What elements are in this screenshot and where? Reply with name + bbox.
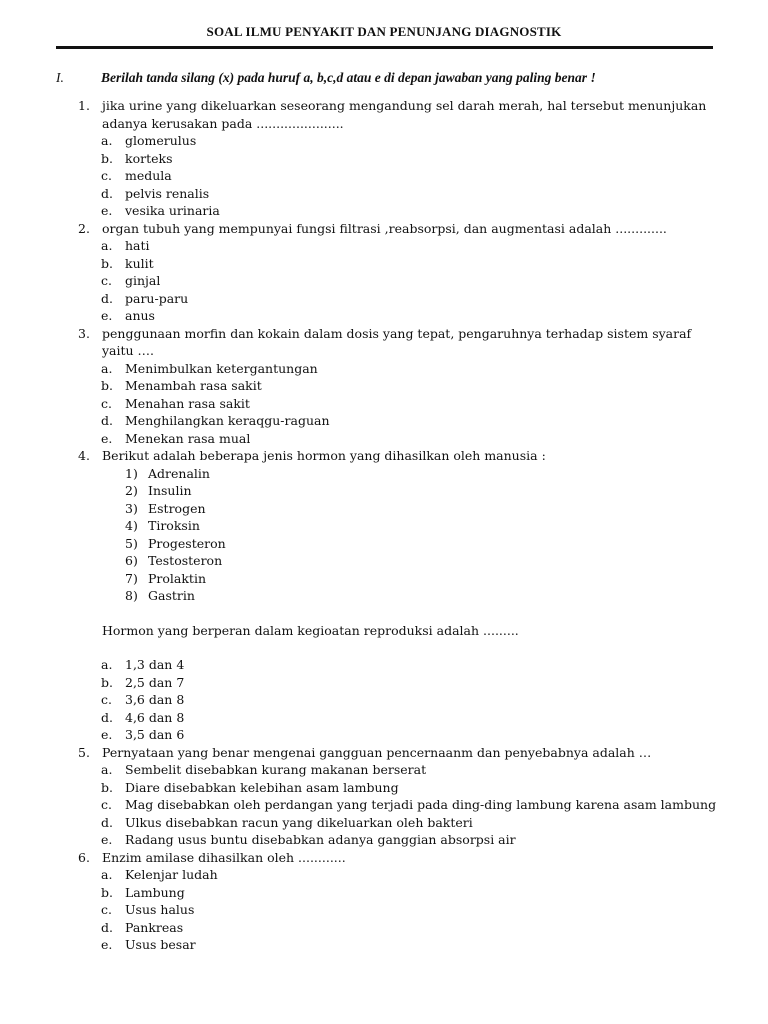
answer-option[interactable] [0,919,768,937]
answer-option[interactable] [0,779,768,797]
spacer [0,605,768,622]
question-text: Pernyataan yang benar mengenai gangguan pencernaanm dan penyebabnya adalah … [102,744,652,760]
question-number: 6. [78,849,90,865]
option-letter: a. [101,133,113,148]
hormone-list-number: 3) [125,500,138,516]
option-letter: e. [101,203,113,218]
hormone-list-number: 8) [125,588,138,603]
option-text: Mag disebabkan oleh perdangan yang terjadi pada ding-ding lambung karena asam lambung [125,797,717,812]
option-letter: b. [101,884,113,900]
option-text: Menghilangkan keraqgu-raguan [125,413,330,428]
answer-option[interactable] [0,709,768,727]
spacer [0,639,768,656]
answer-option[interactable] [0,395,768,413]
hormone-list-number: 7) [125,570,138,586]
option-text: anus [125,308,155,323]
answer-option[interactable] [0,936,768,954]
hormone-list-item [0,517,768,535]
question-number: 5. [78,744,90,760]
hormone-name: Adrenalin [148,465,210,481]
question-4 [0,447,768,465]
option-letter: d. [101,185,113,201]
option-text: vesika urinaria [125,203,220,218]
option-text: Radang usus buntu disebabkan adanya ganggian absorpsi air [125,832,516,847]
answer-option[interactable] [0,430,768,448]
option-text: 2,5 dan 7 [125,674,185,690]
section-number: I. [56,70,64,85]
hormone-name: Prolaktin [148,570,207,586]
option-letter: d. [101,709,113,725]
hormone-list-number: 6) [125,553,138,568]
option-text: pelvis renalis [125,185,210,201]
hormone-name: Testosteron [148,553,223,568]
hormone-list-item [0,587,768,605]
option-text: Menimbulkan ketergantungan [125,360,318,376]
answer-option[interactable] [0,237,768,255]
option-text: Kelenjar ludah [125,867,218,882]
answer-option[interactable] [0,132,768,150]
hormone-list-item [0,482,768,500]
option-text: hati [125,238,150,253]
answer-option[interactable] [0,290,768,308]
option-text: Menahan rasa sakit [125,395,250,411]
option-text: Lambung [125,884,185,900]
hormone-list-item [0,465,768,483]
option-text: Menekan rasa mual [125,430,251,446]
option-text: medula [125,168,172,183]
hormone-list-number: 4) [125,518,138,533]
hormone-list-item [0,500,768,518]
option-text: 3,5 dan 6 [125,727,185,742]
hormone-name: Tiroksin [148,518,200,533]
answer-option[interactable] [0,360,768,378]
answer-option[interactable] [0,167,768,185]
option-letter: a. [101,762,113,777]
option-letter: a. [101,867,113,882]
option-letter: a. [101,657,113,672]
option-letter: a. [101,238,113,253]
answer-option[interactable] [0,202,768,220]
hormone-list-number: 2) [125,483,138,498]
answer-option[interactable] [0,761,768,779]
option-letter: b. [101,378,113,393]
question-text: jika urine yang dikeluarkan seseorang mengandung sel darah merah, hal tersebut menunjukan adanya kerusakan pada ...................... [102,98,707,131]
option-text: glomerulus [125,133,197,148]
answer-option[interactable] [0,901,768,919]
hormone-name: Progesteron [148,535,226,551]
question-number: 1. [78,98,90,113]
answer-option[interactable] [0,884,768,902]
question-text: penggunaan morfin dan kokain dalam dosis yang tepat, pengaruhnya terhadap sistem syaraf yaitu …. [102,325,692,358]
question-3 [0,325,768,360]
answer-option[interactable] [0,272,768,290]
question-number: 2. [78,220,90,236]
question-number: 3. [78,325,90,341]
option-letter: d. [101,290,113,306]
option-letter: b. [101,150,113,166]
option-text: Menambah rasa sakit [125,378,262,393]
option-letter: e. [101,832,113,847]
question-5 [0,744,768,762]
answer-option[interactable] [0,831,768,849]
option-letter: b. [101,779,113,795]
question-2 [0,220,768,238]
option-letter: e. [101,308,113,323]
answer-option[interactable] [0,377,768,395]
option-text: Sembelit disebabkan kurang makanan berserat [125,762,427,777]
option-letter: c. [101,168,112,183]
option-letter: c. [101,395,112,411]
hormone-list-item [0,552,768,570]
option-text: Diare disebabkan kelebihan asam lambung [125,779,399,795]
answer-option[interactable] [0,726,768,744]
hormone-list-item [0,535,768,553]
answer-option[interactable] [0,150,768,168]
option-letter: d. [101,413,113,428]
hormone-name: Estrogen [148,500,206,516]
question-list [0,97,768,954]
question-text: organ tubuh yang mempunyai fungsi filtrasi ,reabsorpsi, dan augmentasi adalah ............. [102,220,667,236]
option-text: Ulkus disebabkan racun yang dikeluarkan oleh bakteri [125,814,473,830]
question-text: Berikut adalah beberapa jenis hormon yang dihasilkan oleh manusia : [102,448,546,463]
option-letter: c. [101,692,112,707]
hormone-list-item [0,570,768,588]
hormone-list-number: 5) [125,535,138,551]
option-text: 1,3 dan 4 [125,657,185,672]
option-text: Pankreas [125,919,184,935]
option-text: 4,6 dan 8 [125,709,185,725]
hormone-name: Gastrin [148,588,195,603]
option-letter: d. [101,814,113,830]
answer-option[interactable] [0,412,768,430]
answer-option[interactable] [0,255,768,273]
option-text: Usus halus [125,902,195,917]
question-text: Enzim amilase dihasilkan oleh ............ [102,849,346,865]
question-number: 4. [78,448,90,463]
option-text: 3,6 dan 8 [125,692,185,707]
question-followup: Hormon yang berperan dalam kegioatan reproduksi adalah ......... [102,622,519,638]
option-text: korteks [125,150,173,166]
title-divider [56,46,713,49]
hormone-name: Insulin [148,483,192,498]
answer-option[interactable] [0,814,768,832]
option-text: ginjal [125,273,161,288]
answer-option[interactable] [0,866,768,884]
answer-option[interactable] [0,674,768,692]
option-text: paru-paru [125,290,189,306]
option-text: Usus besar [125,937,196,952]
section-instruction: Berilah tanda silang (x) pada huruf a, b,c,d atau e di depan jawaban yang paling benar ! [101,70,596,85]
option-letter: c. [101,797,112,812]
page-title: SOAL ILMU PENYAKIT DAN PENUNJANG DIAGNOSTIK [206,24,562,39]
option-letter: b. [101,255,113,271]
option-letter: a. [101,360,113,376]
option-text: kulit [125,255,154,271]
option-letter: c. [101,902,112,917]
answer-option[interactable] [0,796,768,814]
question-6 [0,849,768,867]
answer-option[interactable] [0,307,768,325]
answer-option[interactable] [0,185,768,203]
option-letter: c. [101,273,112,288]
option-letter: b. [101,674,113,690]
answer-option[interactable] [0,656,768,674]
question-1 [0,97,768,132]
option-letter: d. [101,919,113,935]
option-letter: e. [101,937,113,952]
hormone-list-number: 1) [125,465,138,481]
answer-option[interactable] [0,691,768,709]
option-letter: e. [101,727,113,742]
option-letter: e. [101,430,113,446]
